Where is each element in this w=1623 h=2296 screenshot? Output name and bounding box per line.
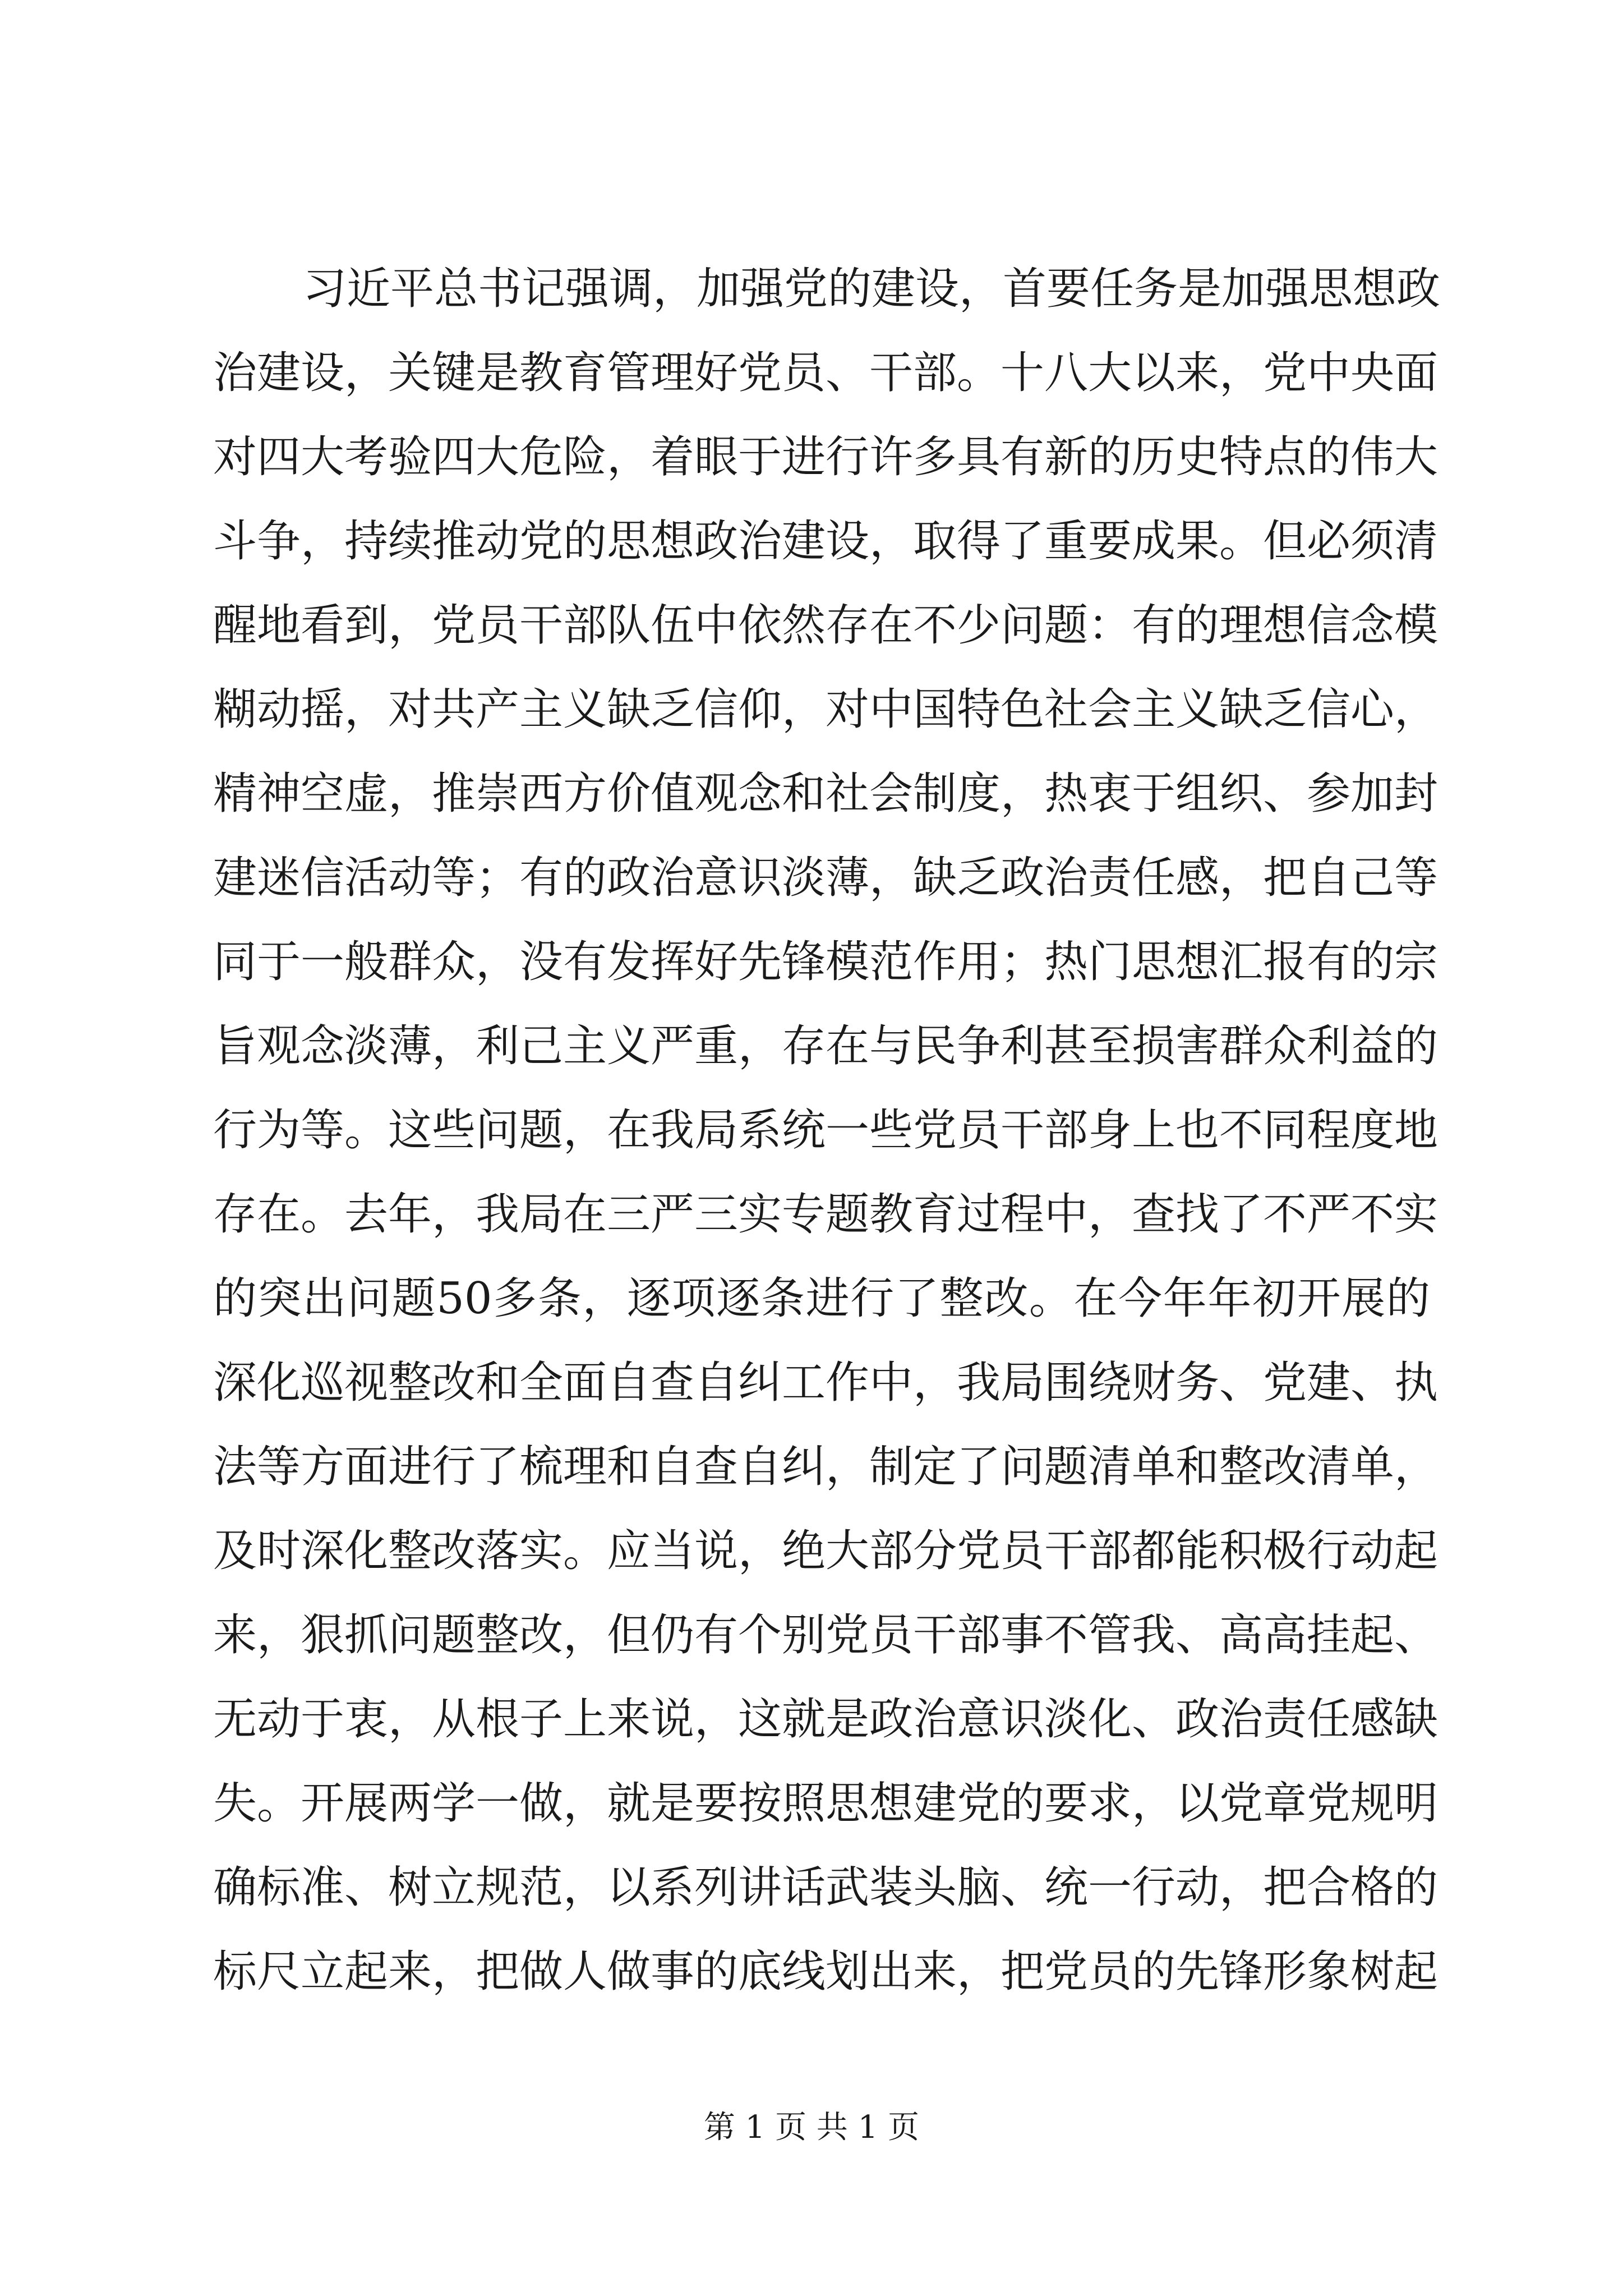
text-line: 及时深化整改落实。应当说，绝大部分党员干部都能积极行动起: [213, 1526, 1438, 1576]
text-line: 建迷信活动等；有的政治意识淡薄，缺乏政治责任感，把自己等: [213, 853, 1438, 903]
text-line: 法等方面进行了梳理和自查自纠，制定了问题清单和整改清单，: [213, 1442, 1438, 1492]
text-line: 习近平总书记强调，加强党的建设，首要任务是加强思想政: [303, 264, 1441, 314]
text-line: 旨观念淡薄，利己主义严重，存在与民争利甚至损害群众利益的: [213, 1021, 1438, 1071]
text-line: 行为等。这些问题，在我局系统一些党员干部身上也不同程度地: [213, 1105, 1438, 1156]
text-line: 糊动摇，对共产主义缺乏信仰，对中国特色社会主义缺乏信心，: [213, 684, 1438, 735]
text-line: 的突出问题50多条，逐项逐条进行了整改。在今年年初开展的: [213, 1273, 1430, 1324]
text-line: 同于一般群众，没有发挥好先锋模范作用；热门思想汇报有的宗: [213, 937, 1438, 987]
text-line: 精神空虚，推崇西方价值观念和社会制度，热衷于组织、参加封: [213, 769, 1438, 819]
text-line: 治建设，关键是教育管理好党员、干部。十八大以来，党中央面: [213, 348, 1438, 398]
text-line: 对四大考验四大危险，着眼于进行许多具有新的历史特点的伟大: [213, 432, 1438, 482]
text-line: 无动于衷，从根子上来说，这就是政治意识淡化、政治责任感缺: [213, 1694, 1438, 1745]
text-line: 存在。去年，我局在三严三实专题教育过程中，查找了不严不实: [213, 1189, 1438, 1240]
body-paragraph: [213, 247, 1441, 2014]
page-number-footer: 第 1 页 共 1 页: [703, 2109, 920, 2146]
text-line: 标尺立起来，把做人做事的底线划出来，把党员的先锋形象树起: [213, 1947, 1438, 1997]
text-line: 斗争，持续推动党的思想政治建设，取得了重要成果。但必须清: [213, 516, 1438, 567]
text-line: 确标准、树立规范，以系列讲话武装头脑、统一行动，把合格的: [213, 1862, 1438, 1913]
text-line: 失。开展两学一做，就是要按照思想建党的要求，以党章党规明: [213, 1778, 1438, 1829]
text-line: 深化巡视整改和全面自查自纠工作中，我局围绕财务、党建、执: [213, 1358, 1438, 1408]
text-line: 来，狠抓问题整改，但仍有个别党员干部事不管我、高高挂起、: [213, 1610, 1438, 1660]
text-line: 醒地看到，党员干部队伍中依然存在不少问题：有的理想信念模: [213, 600, 1438, 651]
